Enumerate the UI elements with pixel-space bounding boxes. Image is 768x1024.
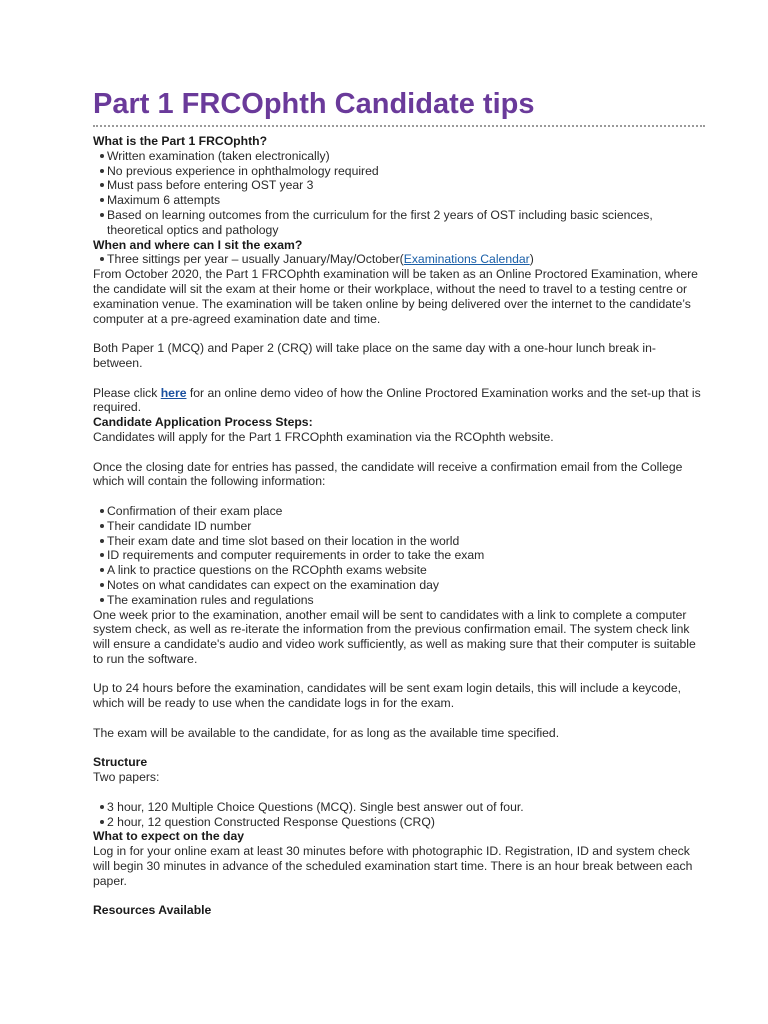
online-proctored-paragraph: From October 2020, the Part 1 FRCOphth examination will be taken as an Online Proctored Examination, where the candidate will sit the exam at their home or their workplace, without the need to travel to a testing centre or examination venue. The examination will be taken online by being delivered over the internet to the candidate’s computer at a pre-agreed examination date and time.	[93, 267, 698, 326]
list-item: Maximum 6 attempts	[93, 193, 705, 208]
paren-open: (	[399, 252, 404, 267]
paren-close: )	[529, 252, 534, 267]
list-item: Their candidate ID number	[93, 519, 705, 534]
sittings-list	[93, 252, 705, 267]
papers-same-day-paragraph: Both Paper 1 (MCQ) and Paper 2 (CRQ) will take place on the same day with a one-hour lunch break in-between.	[93, 341, 656, 370]
list-item: ID requirements and computer requirements in order to take the exam	[93, 548, 705, 563]
section-heading-structure: Structure	[93, 755, 148, 770]
list-item: 3 hour, 120 Multiple Choice Questions (MCQ). Single best answer out of four.	[93, 800, 705, 815]
on-the-day-paragraph: Log in for your online exam at least 30 minutes before with photographic ID. Registration, ID and system check will begin 30 minutes in advance of the scheduled examination start time. There is an hour break between each paper.	[93, 844, 693, 888]
sittings-text: Three sittings per year – usually January/May/October	[107, 252, 400, 267]
list-item: Written examination (taken electronically)	[93, 149, 705, 164]
application-paragraph-2: Once the closing date for entries has passed, the candidate will receive a confirmation email from the College which will contain the following information:	[93, 459, 683, 489]
list-item: A link to practice questions on the RCOphth exams website	[93, 563, 705, 578]
section-heading-what-is: What is the Part 1 FRCOphth?	[93, 134, 268, 148]
examinations-calendar-link[interactable]: Examinations Calendar	[403, 252, 530, 267]
list-item: No previous experience in ophthalmology required	[93, 164, 705, 179]
list-item: 2 hour, 12 question Constructed Response Questions (CRQ)	[93, 815, 705, 830]
list-item: Confirmation of their exam place	[93, 504, 705, 519]
list-item: The examination rules and regulations	[93, 593, 705, 608]
demo-text-before: Please click	[93, 385, 161, 400]
list-item: Must pass before entering OST year 3	[93, 178, 705, 193]
list-item-sittings	[93, 252, 705, 267]
system-check-paragraph: One week prior to the examination, another email will be sent to candidates with a link to complete a computer system check, as well as re-iterate the information from the previous confirmation email. The system check link will ensure a candidate's audio and video work sufficiently, as well as making sure that their computer is suitable to run the software.	[93, 607, 696, 666]
section-heading-when-where: When and where can I sit the exam?	[93, 237, 303, 252]
section-heading-on-the-day: What to expect on the day	[93, 829, 245, 844]
title-divider	[93, 125, 705, 127]
login-details-paragraph: Up to 24 hours before the examination, candidates will be sent exam login details, this will include a keycode, which will be ready to use when the candidate logs in for the exam.	[93, 681, 682, 711]
application-paragraph-1: Candidates will apply for the Part 1 FRCOphth examination via the RCOphth website.	[93, 429, 554, 444]
list-item: Notes on what candidates can expect on the examination day	[93, 578, 705, 593]
document-body	[93, 134, 705, 918]
section-heading-application: Candidate Application Process Steps:	[93, 415, 313, 430]
list-item: Based on learning outcomes from the curriculum for the first 2 years of OST including basic sciences, theoretical optics and pathology	[93, 208, 705, 238]
demo-text-after: for an online demo video of how the Online Proctored Examination works and the set-up that is required.	[93, 385, 701, 415]
demo-paragraph	[93, 386, 705, 416]
availability-paragraph: The exam will be available to the candidate, for as long as the available time specified.	[93, 725, 560, 740]
list-item: Their exam date and time slot based on their location in the world	[93, 534, 705, 549]
section-heading-resources: Resources Available	[93, 903, 212, 918]
structure-intro: Two papers:	[93, 770, 160, 785]
intro-list	[93, 149, 705, 238]
confirmation-info-list	[93, 504, 705, 608]
papers-list	[93, 800, 705, 830]
demo-video-link[interactable]: here	[160, 385, 187, 400]
page-title: Part 1 FRCOphth Candidate tips	[93, 88, 535, 120]
